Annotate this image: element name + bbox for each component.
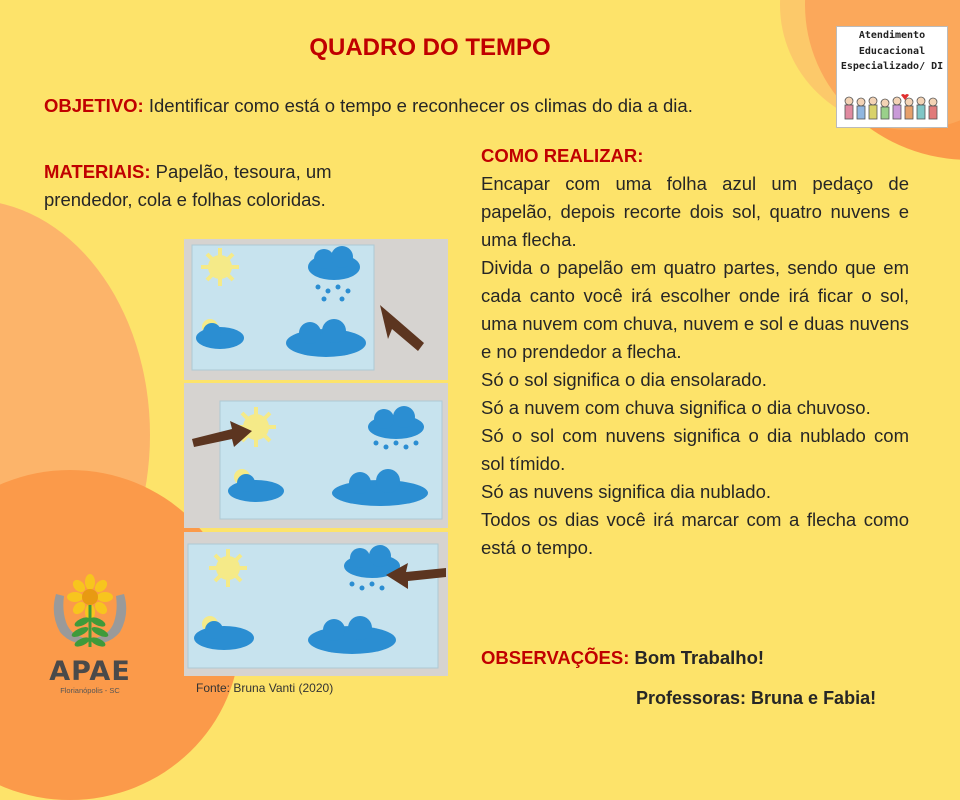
como-realizar-section — [481, 142, 909, 562]
como-realizar-step: Só a nuvem com chuva significa o dia chuvoso. — [481, 397, 871, 418]
materiais-text: Papelão, tesoura, um prendedor, cola e folhas coloridas. — [44, 161, 332, 210]
apae-logo — [42, 572, 138, 695]
photo-weather-board-2 — [184, 383, 448, 528]
aee-logo — [836, 26, 948, 128]
materiais-label: MATERIAIS: — [44, 161, 151, 182]
photo-weather-board-1 — [184, 239, 448, 380]
aee-logo-line3: Especializado/ DI — [840, 61, 944, 72]
photo-source-caption: Fonte: Bruna Vanti (2020) — [196, 681, 334, 695]
como-realizar-step: Só o sol com nuvens significa o dia nublado com sol tímido. — [481, 425, 909, 474]
observacoes-section — [481, 644, 764, 672]
materiais-section — [44, 158, 404, 214]
apae-logo-name: APAE — [49, 656, 131, 687]
como-realizar-step: Encapar com uma folha azul um pedaço de papelão, depois recorte dois sol, quatro nuvens e uma flecha. — [481, 173, 909, 250]
como-realizar-label: COMO REALIZAR: — [481, 145, 644, 166]
como-realizar-step: Só as nuvens significa dia nublado. — [481, 481, 772, 502]
sunflower-hands-icon — [42, 572, 138, 654]
aee-logo-line2: Educacional — [858, 45, 926, 57]
objetivo-label: OBJETIVO: — [44, 95, 144, 116]
photo-weather-board-3 — [184, 532, 448, 676]
aee-logo-line1: Atendimento — [858, 30, 926, 41]
como-realizar-step: Todos os dias você irá marcar com a flecha como está o tempo. — [481, 509, 909, 558]
professoras-credit: Professoras: Bruna e Fabia! — [636, 688, 877, 708]
apae-logo-city: Florianópolis - SC — [60, 686, 120, 695]
page-title: QUADRO DO TEMPO — [309, 34, 551, 61]
como-realizar-step: Divida o papelão em quatro partes, sendo que em cada canto você irá escolher onde irá ficar o sol, uma nuvem com chuva, nuvem e sol e duas nuvens e no prendedor a flecha. — [481, 257, 909, 362]
objetivo-section — [44, 92, 774, 120]
children-drawing-icon — [841, 93, 943, 123]
como-realizar-step: Só o sol significa o dia ensolarado. — [481, 369, 767, 390]
objetivo-text: Identificar como está o tempo e reconhecer os climas do dia a dia. — [143, 95, 693, 116]
observacoes-label: OBSERVAÇÕES: — [481, 647, 630, 668]
observacoes-text: Bom Trabalho! — [629, 647, 765, 668]
